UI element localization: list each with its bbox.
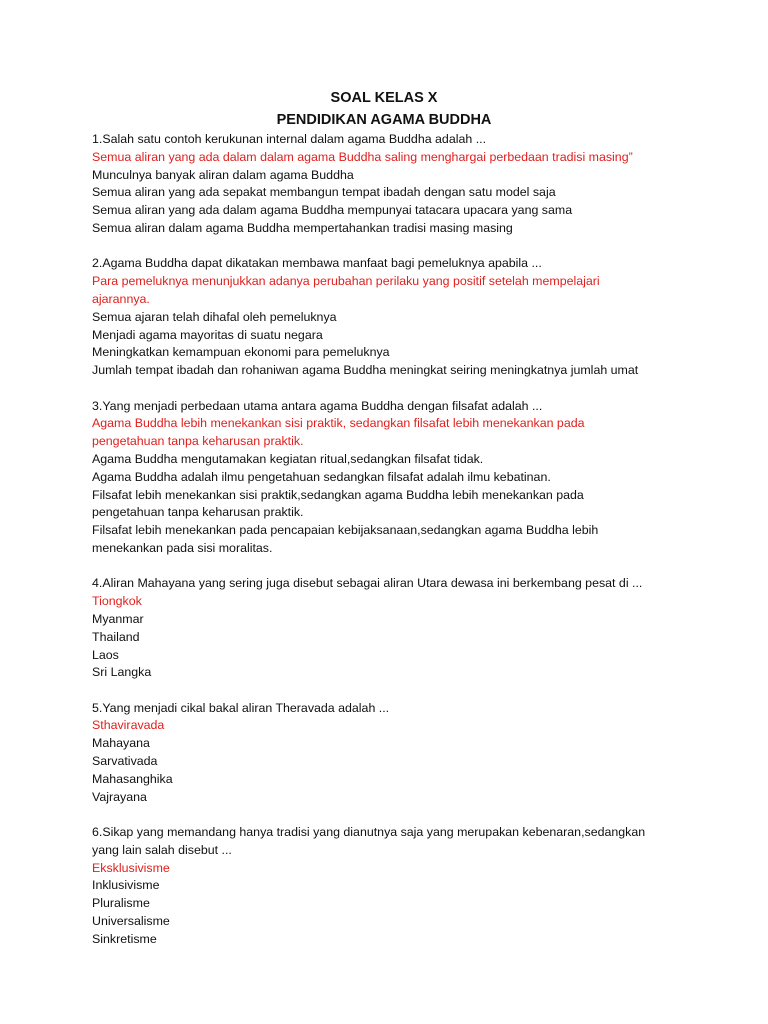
- correct-answer: Para pemeluknya menunjukkan adanya perubahan perilaku yang positif setelah mempelajari: [92, 274, 600, 289]
- question-block-3: [92, 398, 682, 558]
- answer-option: Jumlah tempat ibadah dan rohaniwan agama Buddha meningkat seiring meningkatnya jumlah umat: [92, 363, 639, 378]
- answer-option: Menjadi agama mayoritas di suatu negara: [92, 327, 323, 342]
- page-title: SOAL KELAS X: [330, 90, 438, 106]
- answer-option: Semua aliran yang ada dalam agama Buddha mempunyai tatacara upacara yang sama: [92, 203, 573, 218]
- correct-answer: Tiongkok: [92, 594, 142, 609]
- answer-option: Sarvativada: [92, 754, 158, 769]
- answer-option: Vajrayana: [92, 789, 147, 804]
- answer-option: Semua ajaran telah dihafal oleh pemeluknya: [92, 309, 337, 324]
- correct-answer: Eksklusivisme: [92, 860, 170, 875]
- correct-answer-continued: pengetahuan tanpa keharusan praktik.: [92, 434, 304, 449]
- question-text: 3.Yang menjadi perbedaan utama antara agama Buddha dengan filsafat adalah ...: [92, 398, 543, 413]
- question-block-2: [92, 255, 682, 380]
- answer-option: Filsafat lebih menekankan pada pencapaian kebijaksanaan,sedangkan agama Buddha lebih: [92, 523, 599, 538]
- answer-option: Laos: [92, 647, 119, 662]
- answer-option: Thailand: [92, 629, 140, 644]
- correct-answer: Sthaviravada: [92, 718, 165, 733]
- question-text: 1.Salah satu contoh kerukunan internal dalam agama Buddha adalah ...: [92, 132, 487, 146]
- answer-option: Semua aliran yang ada sepakat membangun tempat ibadah dengan satu model saja: [92, 185, 556, 200]
- answer-option: Agama Buddha mengutamakan kegiatan ritual,sedangkan filsafat tidak.: [92, 451, 484, 466]
- answer-option: Sri Langka: [92, 665, 152, 680]
- question-block-5: [92, 700, 682, 807]
- question-text-continued: yang lain salah disebut ...: [92, 842, 232, 857]
- answer-option: Agama Buddha adalah ilmu pengetahuan sedangkan filsafat adalah ilmu kebatinan.: [92, 469, 551, 484]
- answer-option: Universalisme: [92, 914, 170, 929]
- answer-option: Mahasanghika: [92, 771, 173, 786]
- question-text: 5.Yang menjadi cikal bakal aliran Theravada adalah ...: [92, 700, 390, 715]
- question-text: 2.Agama Buddha dapat dikatakan membawa manfaat bagi pemeluknya apabila ...: [92, 256, 542, 271]
- question-text: 4.Aliran Mahayana yang sering juga disebut sebagai aliran Utara dewasa ini berkembang pesat di ...: [92, 576, 643, 591]
- answer-option: Inklusivisme: [92, 878, 160, 893]
- answer-option: Munculnya banyak aliran dalam agama Buddha: [92, 167, 354, 182]
- answer-option: Semua aliran dalam agama Buddha mempertahankan tradisi masing masing: [92, 220, 513, 235]
- answer-option-continued: pengetahuan tanpa keharusan praktik.: [92, 505, 304, 520]
- correct-answer: Agama Buddha lebih menekankan sisi praktik, sedangkan filsafat lebih menekankan pada: [92, 416, 585, 431]
- page-subtitle: PENDIDIKAN AGAMA BUDDHA: [276, 112, 492, 128]
- answer-option: Sinkretisme: [92, 931, 157, 946]
- answer-option: Filsafat lebih menekankan sisi praktik,sedangkan agama Buddha lebih menekankan pada: [92, 487, 584, 502]
- answer-option-continued: menekankan pada sisi moralitas.: [92, 540, 273, 555]
- question-block-4: [92, 575, 682, 682]
- answer-option: Myanmar: [92, 611, 144, 626]
- question-list: [92, 131, 682, 949]
- answer-option: Pluralisme: [92, 896, 150, 911]
- question-block-6: [92, 824, 682, 949]
- answer-option: Meningkatkan kemampuan ekonomi para pemeluknya: [92, 345, 390, 360]
- correct-answer-continued: ajarannya.: [92, 291, 150, 306]
- question-text: 6.Sikap yang memandang hanya tradisi yang dianutnya saja yang merupakan kebenaran,sedangkan: [92, 825, 646, 840]
- question-block-1: [92, 131, 682, 238]
- correct-answer: Semua aliran yang ada dalam dalam agama Buddha saling menghargai perbedaan tradisi masing”: [92, 149, 633, 164]
- answer-option: Mahayana: [92, 736, 150, 751]
